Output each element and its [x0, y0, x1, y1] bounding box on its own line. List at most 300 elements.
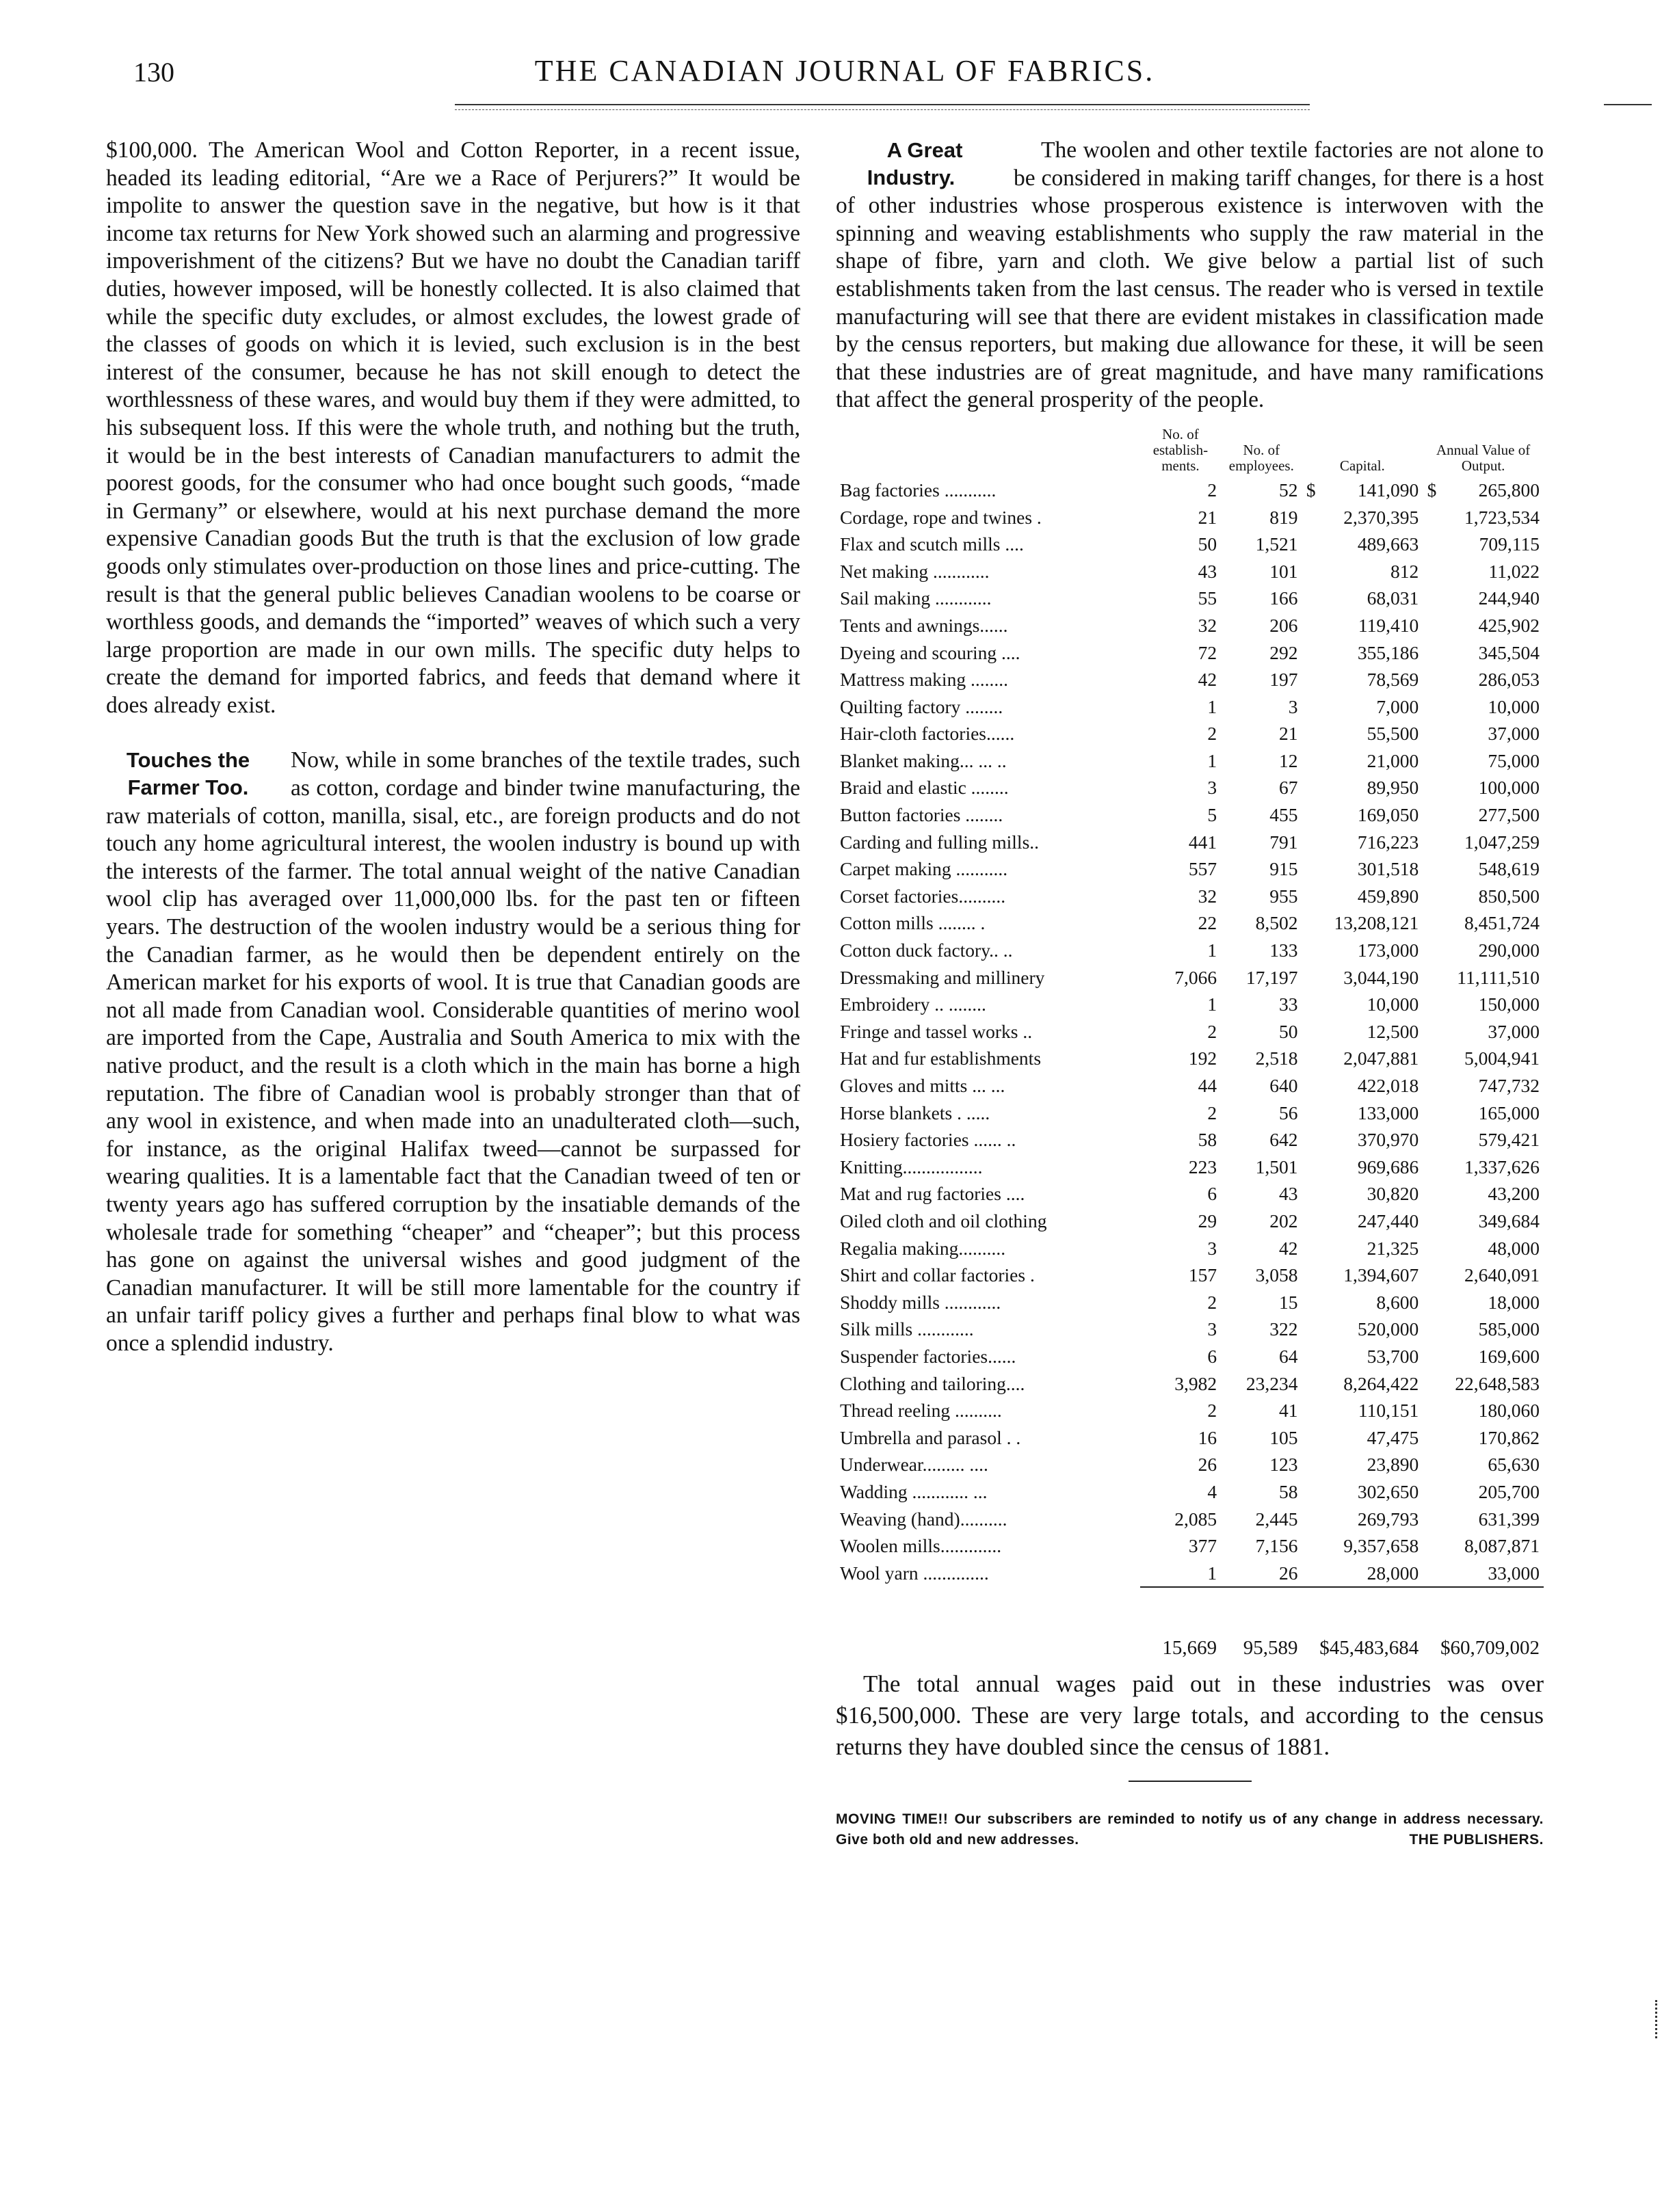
- capital-currency: [1302, 1235, 1321, 1262]
- output-cell: 8,451,724: [1464, 912, 1540, 934]
- total-capital: $45,483,684: [1319, 1636, 1419, 1659]
- employees-cell: 292: [1269, 641, 1298, 663]
- employees-cell: 33: [1279, 994, 1298, 1015]
- table-row: [836, 639, 1544, 667]
- output-currency: [1423, 1045, 1441, 1072]
- output-currency: [1423, 964, 1441, 991]
- output-cell: 43,200: [1488, 1183, 1540, 1205]
- rule-establishments: [1140, 1587, 1221, 1614]
- table-row: [836, 1424, 1544, 1452]
- output-cell: 5,004,941: [1464, 1048, 1540, 1069]
- capital-currency: [1302, 1072, 1321, 1100]
- employees-cell: 15: [1279, 1291, 1298, 1313]
- output-cell: 48,000: [1488, 1237, 1540, 1259]
- establishments-cell: 557: [1188, 858, 1217, 880]
- industry-name: Carpet making ...........: [840, 858, 1008, 880]
- industry-name: Fringe and tassel works ..: [840, 1020, 1033, 1042]
- capital-cell: 812: [1390, 560, 1419, 582]
- establishments-cell: 3,982: [1174, 1372, 1217, 1394]
- table-row: [836, 1451, 1544, 1478]
- table-row: [836, 1045, 1544, 1072]
- employees-cell: 105: [1269, 1426, 1298, 1448]
- capital-cell: 28,000: [1367, 1562, 1419, 1584]
- capital-cell: 110,151: [1358, 1400, 1419, 1422]
- output-cell: 244,940: [1478, 587, 1540, 609]
- table-header-row: [836, 427, 1544, 477]
- output-cell: 33,000: [1488, 1562, 1540, 1584]
- header-rule-right: [1604, 104, 1652, 105]
- page-number: 130: [133, 57, 174, 88]
- industry-name: Silk mills ............: [840, 1318, 974, 1340]
- output-currency: [1423, 531, 1441, 558]
- table-row: [836, 1397, 1544, 1424]
- margin-mark: [1655, 2000, 1667, 2038]
- establishments-cell: 44: [1198, 1075, 1217, 1096]
- industry-name: Weaving (hand)..........: [840, 1508, 1007, 1530]
- table-row: [836, 1262, 1544, 1289]
- employees-cell: 640: [1269, 1075, 1298, 1096]
- capital-cell: 355,186: [1357, 641, 1419, 663]
- paragraph-industry-text: The woolen and other textile factories are not alone to be considered in making tariff changes, for there is a host of other industries whose prosperous existence is interwoven with the spinning and weaving establishments who supply the raw material in the shape of fibre, yarn and cloth. We give below a partial list of such establishments taken from the last census. The reader who is versed in textile manufacturing will see that there are evident mistakes in classification made by the census reporters, but making due allowance for these, it will be seen that these industries are of great magnitude, and have many ramifications that affect the general prosperity of the people.: [836, 137, 1544, 413]
- employees-cell: 1,501: [1255, 1156, 1298, 1177]
- employees-cell: 26: [1279, 1562, 1298, 1584]
- header-rule-dashed: [455, 109, 1310, 110]
- output-cell: 1,337,626: [1464, 1156, 1540, 1177]
- output-cell: 585,000: [1478, 1318, 1540, 1340]
- industry-name: Button factories ........: [840, 804, 1003, 826]
- capital-currency: [1302, 1424, 1321, 1452]
- capital-cell: 301,518: [1357, 858, 1419, 880]
- employees-cell: 455: [1269, 804, 1298, 826]
- capital-cell: 173,000: [1357, 940, 1419, 961]
- industry-name: Oiled cloth and oil clothing: [840, 1210, 1047, 1231]
- capital-currency: [1302, 964, 1321, 991]
- output-currency: [1423, 1478, 1441, 1506]
- output-cell: 100,000: [1478, 777, 1540, 799]
- output-cell: 345,504: [1478, 641, 1540, 663]
- capital-currency: [1302, 801, 1321, 829]
- table-row: [836, 1506, 1544, 1533]
- output-cell: 10,000: [1488, 695, 1540, 717]
- industry-name: Hat and fur establishments: [840, 1048, 1042, 1069]
- table-row: [836, 1478, 1544, 1506]
- industry-name: Corset factories..........: [840, 885, 1006, 907]
- output-cell: 579,421: [1478, 1129, 1540, 1151]
- capital-currency: [1302, 1262, 1321, 1289]
- employees-cell: 64: [1279, 1345, 1298, 1367]
- industry-name: Cordage, rope and twines .: [840, 506, 1042, 528]
- establishments-cell: 1: [1207, 1562, 1217, 1584]
- output-currency: [1423, 666, 1441, 693]
- table-row: [836, 964, 1544, 991]
- establishments-cell: 22: [1198, 912, 1217, 934]
- establishments-cell: 43: [1198, 560, 1217, 582]
- establishments-cell: 7,066: [1174, 966, 1217, 988]
- industry-name: Shoddy mills ............: [840, 1291, 1001, 1313]
- employees-cell: 166: [1269, 587, 1298, 609]
- industry-name: Suspender factories......: [840, 1345, 1016, 1367]
- left-column: [106, 137, 800, 1358]
- output-currency: [1423, 1506, 1441, 1533]
- table-row: [836, 829, 1544, 856]
- table-row: [836, 747, 1544, 775]
- establishments-cell: 2: [1207, 1291, 1217, 1313]
- capital-cell: 716,223: [1357, 831, 1419, 853]
- industry-name: Net making ............: [840, 560, 990, 582]
- establishments-cell: 2: [1207, 1020, 1217, 1042]
- establishments-cell: 2: [1207, 1102, 1217, 1123]
- output-currency: [1423, 1154, 1441, 1181]
- output-currency: [1423, 558, 1441, 585]
- table-rule-row: [836, 1587, 1544, 1614]
- employees-cell: 955: [1269, 885, 1298, 907]
- header-rule: [455, 104, 1310, 105]
- output-currency: [1423, 1126, 1441, 1154]
- rule-capital: [1302, 1587, 1423, 1614]
- industry-name: Gloves and mitts ... ...: [840, 1075, 1005, 1096]
- capital-currency: [1302, 855, 1321, 883]
- output-cell: 425,902: [1478, 614, 1540, 636]
- capital-cell: 269,793: [1357, 1508, 1419, 1530]
- establishments-cell: 2: [1207, 1400, 1217, 1422]
- employees-cell: 42: [1279, 1237, 1298, 1259]
- industry-name: Quilting factory ........: [840, 695, 1003, 717]
- notice-lead: MOVING TIME!!: [836, 1811, 949, 1828]
- industry-name: Clothing and tailoring....: [840, 1372, 1025, 1394]
- capital-cell: 119,410: [1358, 614, 1419, 636]
- capital-currency: [1302, 774, 1321, 801]
- output-currency: [1423, 829, 1441, 856]
- employees-cell: 58: [1279, 1480, 1298, 1502]
- establishments-cell: 5: [1207, 804, 1217, 826]
- industry-name: Mat and rug factories ....: [840, 1183, 1025, 1205]
- capital-currency: [1302, 1370, 1321, 1398]
- capital-currency: [1302, 1316, 1321, 1343]
- output-currency: [1423, 1235, 1441, 1262]
- table-row: [836, 720, 1544, 747]
- employees-cell: 23,234: [1245, 1372, 1298, 1394]
- output-currency: [1423, 1370, 1441, 1398]
- sidehead-great-industry: A Great Industry.: [867, 138, 963, 189]
- paragraph-farmer-text: Now, while in some branches of the textile trades, such as cotton, cordage and binder twine manufacturing, the raw materials of cotton, manilla, sisal, etc., are foreign products and do not touch any home agricultural interest, the woolen industry is bound up with the interests of the farmer. The total annual weight of the native Canadian wool clip has averaged over 11,000,000 lbs. for the past ten or fifteen years. The destruction of the woolen industry would be a serious thing for the Canadian farmer, as he would then be dependent entirely on the American market for his exports of wool. It is true that Canadian goods are not all made from Canadian wool. Considerable quantities of merino wool are imported from the Cape, Australia and South America to mix with the native product, and the result is a cloth which in the main has borne a high reputation. The fibre of Canadian wool is probably stronger than that of any wool in existence, and when made into an unadulterated cloth—such, for instance, as the original Halifax tweed—cannot be surpassed for wearing qualities. It is a lamentable fact that the Canadian tweed of ten or twenty years ago has suffered corruption by the insatiable demands of the wholesale trade for something “cheaper” and “cheaper”; but this process has gone on against the universal wishes and good judgment of the Canadian manufacturer. It will be still more lamentable for the country if an unfair tariff policy gives a further and perhaps final blow to what was once a splendid industry.: [106, 747, 800, 1356]
- table-row: [836, 1018, 1544, 1045]
- industry-name: Dyeing and scouring ....: [840, 641, 1020, 663]
- output-cell: 1,723,534: [1464, 506, 1540, 528]
- output-cell: 37,000: [1488, 723, 1540, 745]
- capital-cell: 302,650: [1357, 1480, 1419, 1502]
- right-column: [836, 137, 1544, 1850]
- employees-cell: 123: [1269, 1454, 1298, 1476]
- employees-cell: 7,156: [1255, 1535, 1298, 1557]
- employees-cell: 642: [1269, 1129, 1298, 1151]
- output-currency: [1423, 1451, 1441, 1478]
- output-cell: 165,000: [1478, 1102, 1540, 1123]
- employees-cell: 202: [1269, 1210, 1298, 1231]
- capital-currency: [1302, 1100, 1321, 1127]
- establishments-cell: 6: [1207, 1345, 1217, 1367]
- establishments-cell: 377: [1188, 1535, 1217, 1557]
- capital-cell: 489,663: [1357, 533, 1419, 555]
- industry-name: Braid and elastic ........: [840, 777, 1009, 799]
- industry-name: Bag factories ...........: [840, 479, 997, 501]
- employees-cell: 3,058: [1255, 1264, 1298, 1286]
- establishments-cell: 32: [1198, 614, 1217, 636]
- employees-cell: 819: [1269, 506, 1298, 528]
- output-currency: [1423, 1208, 1441, 1235]
- establishments-cell: 1: [1207, 994, 1217, 1015]
- employees-cell: 197: [1269, 669, 1298, 691]
- establishments-cell: 72: [1198, 641, 1217, 663]
- table-row: [836, 477, 1544, 504]
- output-currency: [1423, 801, 1441, 829]
- employees-cell: 915: [1269, 858, 1298, 880]
- output-currency: [1423, 504, 1441, 531]
- output-currency: [1423, 747, 1441, 775]
- establishments-cell: 192: [1188, 1048, 1217, 1069]
- industry-name: Hosiery factories ...... ..: [840, 1129, 1016, 1151]
- output-currency: [1423, 883, 1441, 910]
- employees-cell: 17,197: [1245, 966, 1298, 988]
- capital-currency: [1302, 558, 1321, 585]
- capital-currency: [1302, 585, 1321, 612]
- table-row: [836, 1560, 1544, 1588]
- establishments-cell: 2: [1207, 479, 1217, 501]
- output-currency: [1423, 585, 1441, 612]
- employees-cell: 52: [1279, 479, 1298, 501]
- establishments-cell: 16: [1198, 1426, 1217, 1448]
- establishments-cell: 1: [1207, 749, 1217, 771]
- industry-name: Horse blankets . .....: [840, 1102, 990, 1123]
- output-cell: 11,022: [1488, 560, 1540, 582]
- industry-name: Blanket making... ... ..: [840, 749, 1007, 771]
- capital-cell: 30,820: [1367, 1183, 1419, 1205]
- output-cell: 169,600: [1478, 1345, 1540, 1367]
- capital-cell: 8,264,422: [1343, 1372, 1419, 1394]
- output-cell: 709,115: [1479, 533, 1540, 555]
- establishments-cell: 50: [1198, 533, 1217, 555]
- employees-cell: 2,445: [1255, 1508, 1298, 1530]
- capital-currency: [1302, 1560, 1321, 1588]
- capital-currency: [1302, 1506, 1321, 1533]
- employees-cell: 206: [1269, 614, 1298, 636]
- output-cell: 150,000: [1478, 994, 1540, 1015]
- table-row: [836, 1316, 1544, 1343]
- running-title: THE CANADIAN JOURNAL OF FABRICS.: [534, 54, 1155, 88]
- establishments-cell: 6: [1207, 1183, 1217, 1205]
- establishments-cell: 441: [1188, 831, 1217, 853]
- establishments-cell: 2,085: [1174, 1508, 1217, 1530]
- industry-name: Dressmaking and millinery: [840, 966, 1045, 988]
- industry-name: Thread reeling ..........: [840, 1400, 1002, 1422]
- output-cell: 1,047,259: [1464, 831, 1540, 853]
- output-currency: [1423, 693, 1441, 721]
- capital-currency: [1302, 1126, 1321, 1154]
- table-row: [836, 1343, 1544, 1370]
- capital-cell: 89,950: [1367, 777, 1419, 799]
- capital-currency: [1302, 1045, 1321, 1072]
- employees-cell: 2,518: [1255, 1048, 1298, 1069]
- output-currency: [1423, 612, 1441, 639]
- capital-currency: [1302, 883, 1321, 910]
- table-row: [836, 504, 1544, 531]
- output-currency: [1423, 1018, 1441, 1045]
- capital-currency: $: [1306, 479, 1316, 501]
- establishments-cell: 2: [1207, 723, 1217, 745]
- capital-cell: 969,686: [1357, 1156, 1419, 1177]
- table-row: [836, 909, 1544, 937]
- table-row: [836, 1072, 1544, 1100]
- paragraph-wages: The total annual wages paid out in these industries was over $16,500,000. These are very large totals, and according to the census returns they have doubled since the census of 1881.: [836, 1670, 1544, 1761]
- capital-currency: [1302, 1343, 1321, 1370]
- capital-cell: 47,475: [1367, 1426, 1419, 1448]
- capital-currency: [1302, 1478, 1321, 1506]
- capital-cell: 55,500: [1367, 723, 1419, 745]
- employees-cell: 322: [1269, 1318, 1298, 1340]
- notice-text: Our subscribers are reminded to notify us of any change in address necessary. Give both old and new addresses.: [836, 1811, 1544, 1848]
- header-capital: Capital.: [1339, 457, 1385, 474]
- capital-currency: [1302, 666, 1321, 693]
- establishments-cell: 29: [1198, 1210, 1217, 1231]
- capital-currency: [1302, 991, 1321, 1018]
- output-cell: 8,087,871: [1464, 1535, 1540, 1557]
- capital-currency: [1302, 1289, 1321, 1316]
- table-row: [836, 855, 1544, 883]
- establishments-cell: 55: [1198, 587, 1217, 609]
- industry-name: Cotton duck factory.. ..: [840, 940, 1013, 961]
- industry-name: Umbrella and parasol . .: [840, 1426, 1021, 1448]
- industry-name: Underwear......... ....: [840, 1454, 988, 1476]
- output-cell: 631,399: [1478, 1508, 1540, 1530]
- output-currency: [1423, 937, 1441, 964]
- output-currency: [1423, 720, 1441, 747]
- capital-currency: [1302, 1180, 1321, 1208]
- capital-cell: 53,700: [1367, 1345, 1419, 1367]
- employees-cell: 43: [1279, 1183, 1298, 1205]
- industry-name: Flax and scutch mills ....: [840, 533, 1024, 555]
- capital-cell: 23,890: [1367, 1454, 1419, 1476]
- employees-cell: 12: [1279, 749, 1298, 771]
- capital-cell: 141,090: [1357, 479, 1419, 501]
- output-currency: $: [1427, 479, 1437, 501]
- header-establishments: No. of establish-ments.: [1152, 425, 1209, 474]
- establishments-cell: 157: [1188, 1264, 1217, 1286]
- establishments-cell: 4: [1207, 1480, 1217, 1502]
- establishments-cell: 3: [1207, 1237, 1217, 1259]
- employees-cell: 41: [1279, 1400, 1298, 1422]
- output-currency: [1423, 1072, 1441, 1100]
- table-row: [836, 991, 1544, 1018]
- total-establishments: 15,669: [1162, 1636, 1217, 1659]
- capital-currency: [1302, 504, 1321, 531]
- table-row: [836, 1289, 1544, 1316]
- capital-currency: [1302, 1532, 1321, 1560]
- capital-cell: 133,000: [1357, 1102, 1419, 1123]
- notice-moving-time: [836, 1809, 1544, 1850]
- output-currency: [1423, 1100, 1441, 1127]
- establishments-cell: 32: [1198, 885, 1217, 907]
- capital-currency: [1302, 639, 1321, 667]
- capital-currency: [1302, 1208, 1321, 1235]
- paragraph-industry: [836, 137, 1544, 414]
- capital-currency: [1302, 693, 1321, 721]
- capital-currency: [1302, 909, 1321, 937]
- paragraph-reporter: $100,000. The American Wool and Cotton Reporter, in a recent issue, headed its leading editorial, “Are we a Race of Perjurers?” It would be impolite to answer the question save in the negative, but how is it that income tax returns for New York showed such an alarming and progressive impoverishment of the citizens? But we have no doubt the Canadian tariff duties, however imposed, will be honestly collected. It is also claimed that while the specific duty excludes, or almost excludes, the lowest grade of the classes of goods on which it is levied, such exclusion is in the best interest of the consumer, because he has not skill enough to detect the worthlessness of these wares, and would buy them if they were admitted, to his subsequent loss. If this were the whole truth, and nothing but the truth, it would be in the best interests of Canadian manufacturers to admit the poorest goods, for the consumer who had once bought such goods, “made in Germany” or elsewhere, would at his next purchase demand the more expensive Canadian goods But the truth is that the exclusion of low grade goods only stimulates over-production on those lines and price-cutting. The result is that the general public believes Canadian woolens to be coarse or worthless goods, and demands the “imported” weaves of which such a very large proportion are made in our own mills. The specific duty helps to create the demand for imported fabrics, and feeds that demand where it does already exist.: [106, 137, 800, 718]
- establishments-cell: 26: [1198, 1454, 1217, 1476]
- output-cell: 265,800: [1478, 479, 1540, 501]
- output-cell: 205,700: [1478, 1480, 1540, 1502]
- output-cell: 277,500: [1478, 804, 1540, 826]
- capital-cell: 370,970: [1357, 1129, 1419, 1151]
- paragraph-farmer: [106, 747, 800, 1357]
- output-currency: [1423, 991, 1441, 1018]
- table-row: [836, 1370, 1544, 1398]
- establishments-cell: 58: [1198, 1129, 1217, 1151]
- notice-signature: THE PUBLISHERS.: [1409, 1832, 1544, 1848]
- capital-cell: 21,000: [1367, 749, 1419, 771]
- capital-cell: 2,047,881: [1343, 1048, 1419, 1069]
- industry-name: Cotton mills ........ .: [840, 912, 986, 934]
- output-currency: [1423, 1397, 1441, 1424]
- capital-cell: 247,440: [1357, 1210, 1419, 1231]
- table-row: [836, 774, 1544, 801]
- output-cell: 290,000: [1478, 940, 1540, 961]
- table-row: [836, 1532, 1544, 1560]
- table-row: [836, 1126, 1544, 1154]
- capital-cell: 169,050: [1357, 804, 1419, 826]
- table-row: [836, 937, 1544, 964]
- capital-currency: [1302, 829, 1321, 856]
- establishments-cell: 1: [1207, 940, 1217, 961]
- industry-name: Carding and fulling mills..: [840, 831, 1040, 853]
- capital-cell: 13,208,121: [1334, 912, 1419, 934]
- capital-cell: 2,370,395: [1343, 506, 1419, 528]
- capital-currency: [1302, 1154, 1321, 1181]
- sidehead-farmer: Touches the Farmer Too.: [126, 748, 250, 800]
- capital-currency: [1302, 1451, 1321, 1478]
- output-cell: 286,053: [1478, 669, 1540, 691]
- industry-name: Wool yarn ..............: [840, 1562, 989, 1584]
- table-row: [836, 666, 1544, 693]
- output-cell: 548,619: [1478, 858, 1540, 880]
- capital-cell: 21,325: [1367, 1237, 1419, 1259]
- capital-currency: [1302, 531, 1321, 558]
- employees-cell: 67: [1279, 777, 1298, 799]
- capital-cell: 7,000: [1376, 695, 1419, 717]
- output-cell: 850,500: [1478, 885, 1540, 907]
- table-row: [836, 558, 1544, 585]
- table-row: [836, 1235, 1544, 1262]
- page-header: [133, 49, 1556, 97]
- establishments-cell: 42: [1198, 669, 1217, 691]
- rule-employees: [1221, 1587, 1302, 1614]
- output-cell: 75,000: [1488, 749, 1540, 771]
- output-cell: 2,640,091: [1464, 1264, 1540, 1286]
- output-cell: 37,000: [1488, 1020, 1540, 1042]
- output-cell: 11,111,510: [1457, 966, 1540, 988]
- header-output: Annual Value of Output.: [1436, 441, 1531, 474]
- industry-name: Shirt and collar factories .: [840, 1264, 1035, 1286]
- output-cell: 747,732: [1478, 1075, 1540, 1096]
- table-row: [836, 1180, 1544, 1208]
- census-table: [836, 427, 1544, 1662]
- establishments-cell: 223: [1188, 1156, 1217, 1177]
- table-row: [836, 801, 1544, 829]
- capital-currency: [1302, 1018, 1321, 1045]
- capital-currency: [1302, 747, 1321, 775]
- industry-name: Embroidery .. ........: [840, 994, 986, 1015]
- output-currency: [1423, 1560, 1441, 1588]
- capital-currency: [1302, 720, 1321, 747]
